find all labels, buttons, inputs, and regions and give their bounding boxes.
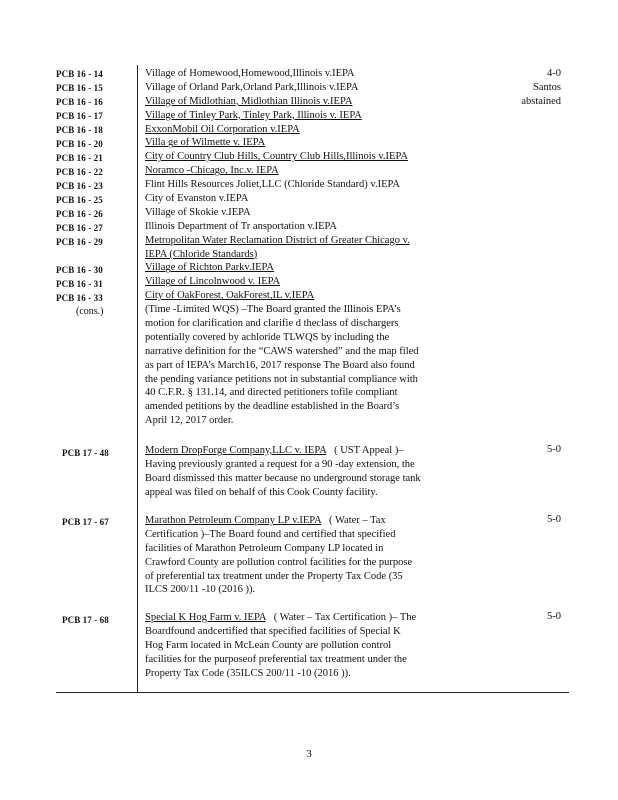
group3-entry (145, 514, 412, 597)
case-number: PCB 16 - 15 (56, 83, 103, 93)
party-line: Noramco -Chicago, Inc.v. IEPA (145, 165, 279, 177)
description-line: (Time -Limited WQS) –The Board granted the Illinois EPA’s (145, 304, 401, 316)
case-number: PCB 16 - 26 (56, 209, 103, 219)
page-number: 3 (306, 748, 312, 760)
party-line: City of OakForest, OakForest,IL v.IEPA (145, 290, 315, 302)
party-line: Village of Midlothian, Midlothian Illinois v.IEPA (145, 95, 353, 107)
party-line: City of Country Club Hills, Country Club Hills,Illinois v.IEPA (145, 151, 408, 163)
group2-vote: 5-0 (547, 444, 561, 455)
group4-vote: 5-0 (547, 611, 561, 622)
description-line: facilities for the purposeof preferential tax treatment under the (145, 653, 407, 665)
consolidated-label: (cons.) (76, 306, 104, 317)
party-line: ExxonMobil Oil Corporation v.IEPA (145, 123, 300, 135)
bottom-rule (56, 692, 569, 693)
description-line: narrative definition for the “CAWS watershed” and the map filed (145, 345, 419, 357)
description-line: Having previously granted a request for a 90 -day extension, the (145, 458, 415, 470)
case-number: PCB 16 - 22 (56, 167, 103, 177)
party-line: Village of Orland Park,Orland Park,Illinois v.IEPA (145, 81, 359, 93)
description-line: motion for clarification and clarifie d theclass of dischargers (145, 318, 399, 330)
description-line: Boardfound andcertified that specified facilities of Special K (145, 625, 401, 637)
party-line: Village of Homewood,Homewood,Illinois v.IEPA (145, 68, 355, 79)
description-line: appeal was filed on behalf of this Cook County facility. (145, 486, 378, 498)
description-line: Property Tax Code (35ILCS 200/11 -10 (2016 )). (145, 667, 351, 679)
description-line: as part of IEPA’s March16, 2017 response The Board also found (145, 359, 415, 371)
party-line: IEPA (Chloride Standards) (145, 248, 258, 260)
case-number: PCB 16 - 31 (56, 279, 103, 289)
description-line: facilities of Marathon Petroleum Company LP located in (145, 542, 384, 554)
case-type: ( UST Appeal )– (334, 445, 404, 456)
case-number: PCB 16 - 27 (56, 223, 103, 233)
description-line: ILCS 200/11 -10 (2016 )). (145, 584, 256, 596)
case-number: PCB 16 - 33 (56, 293, 103, 303)
description-line: amended petitions by the deadline established in the Board’s (145, 401, 400, 413)
case-type: ( Water – Tax Certification )– The (273, 612, 417, 623)
description-line: Hog Farm located in McLean County are pollution control (145, 639, 392, 651)
party-line: Metropolitan Water Reclamation District of Greater Chicago v. (145, 234, 410, 246)
case-number: PCB 17 - 68 (62, 615, 109, 625)
case-number: PCB 16 - 21 (56, 153, 103, 163)
group1-vote (481, 67, 561, 109)
party-line: Flint Hills Resources Joliet,LLC (Chloride Standard) v.IEPA (145, 179, 400, 191)
column-divider (137, 65, 138, 692)
group3-vote: 5-0 (547, 514, 561, 525)
vote-note: Santos (532, 81, 561, 93)
party-line: Village of Tinley Park, Tinley Park, Illinois v. IEPA (145, 109, 362, 121)
group4-entry (145, 611, 416, 680)
description-line: Crawford County are pollution control facilities for the purpose (145, 556, 413, 568)
party-line: City of Evanston v.IEPA (145, 193, 249, 205)
case-title: Special K Hog Farm v. IEPA (145, 612, 266, 623)
case-number: PCB 16 - 20 (56, 139, 103, 149)
vote-note: abstained (521, 95, 561, 107)
party-line: Villa ge of Wilmette v. IEPA (145, 137, 266, 149)
case-number: PCB 16 - 16 (56, 97, 103, 107)
description-line: Certification )–The Board found and certified that specified (145, 528, 396, 540)
group1-entry (145, 67, 419, 428)
party-line: Village of Skokie v.IEPA (145, 206, 251, 218)
description-line: April 12, 2017 order. (145, 415, 234, 427)
party-line: Illinois Department of Tr ansportation v.IEPA (145, 220, 338, 232)
case-number: PCB 16 - 14 (56, 69, 103, 79)
case-title: Marathon Petroleum Company LP v.IEPA (145, 515, 322, 526)
case-type: ( Water – Tax (329, 515, 386, 526)
case-number: PCB 16 - 30 (56, 265, 103, 275)
case-number: PCB 16 - 17 (56, 111, 103, 121)
case-number: PCB 16 - 29 (56, 237, 103, 247)
case-number: PCB 17 - 67 (62, 517, 109, 527)
description-line: potentially covered by achloride TLWQS by including the (145, 331, 390, 343)
party-line: Village of Richton Parkv.IEPA (145, 262, 274, 274)
case-title: Modern DropForge Company,LLC v. IEPA (145, 445, 327, 456)
description-line: of preferential tax treatment under the Property Tax Code (35 (145, 570, 403, 582)
case-number: PCB 16 - 18 (56, 125, 103, 135)
description-line: the pending variance petitions not in substantial compliance with (145, 373, 418, 385)
group2-entry (145, 444, 421, 500)
case-number: PCB 16 - 25 (56, 195, 103, 205)
party-line: Village of Lincolnwood v. IEPA (145, 276, 281, 288)
description-line: 40 C.F.R. § 131.14, and directed petitioners tofile compliant (145, 387, 398, 399)
case-number: PCB 17 - 48 (62, 448, 109, 458)
vote-count: 4-0 (547, 68, 561, 79)
case-number: PCB 16 - 23 (56, 181, 103, 191)
description-line: Board dismissed this matter because no underground storage tank (145, 472, 421, 484)
